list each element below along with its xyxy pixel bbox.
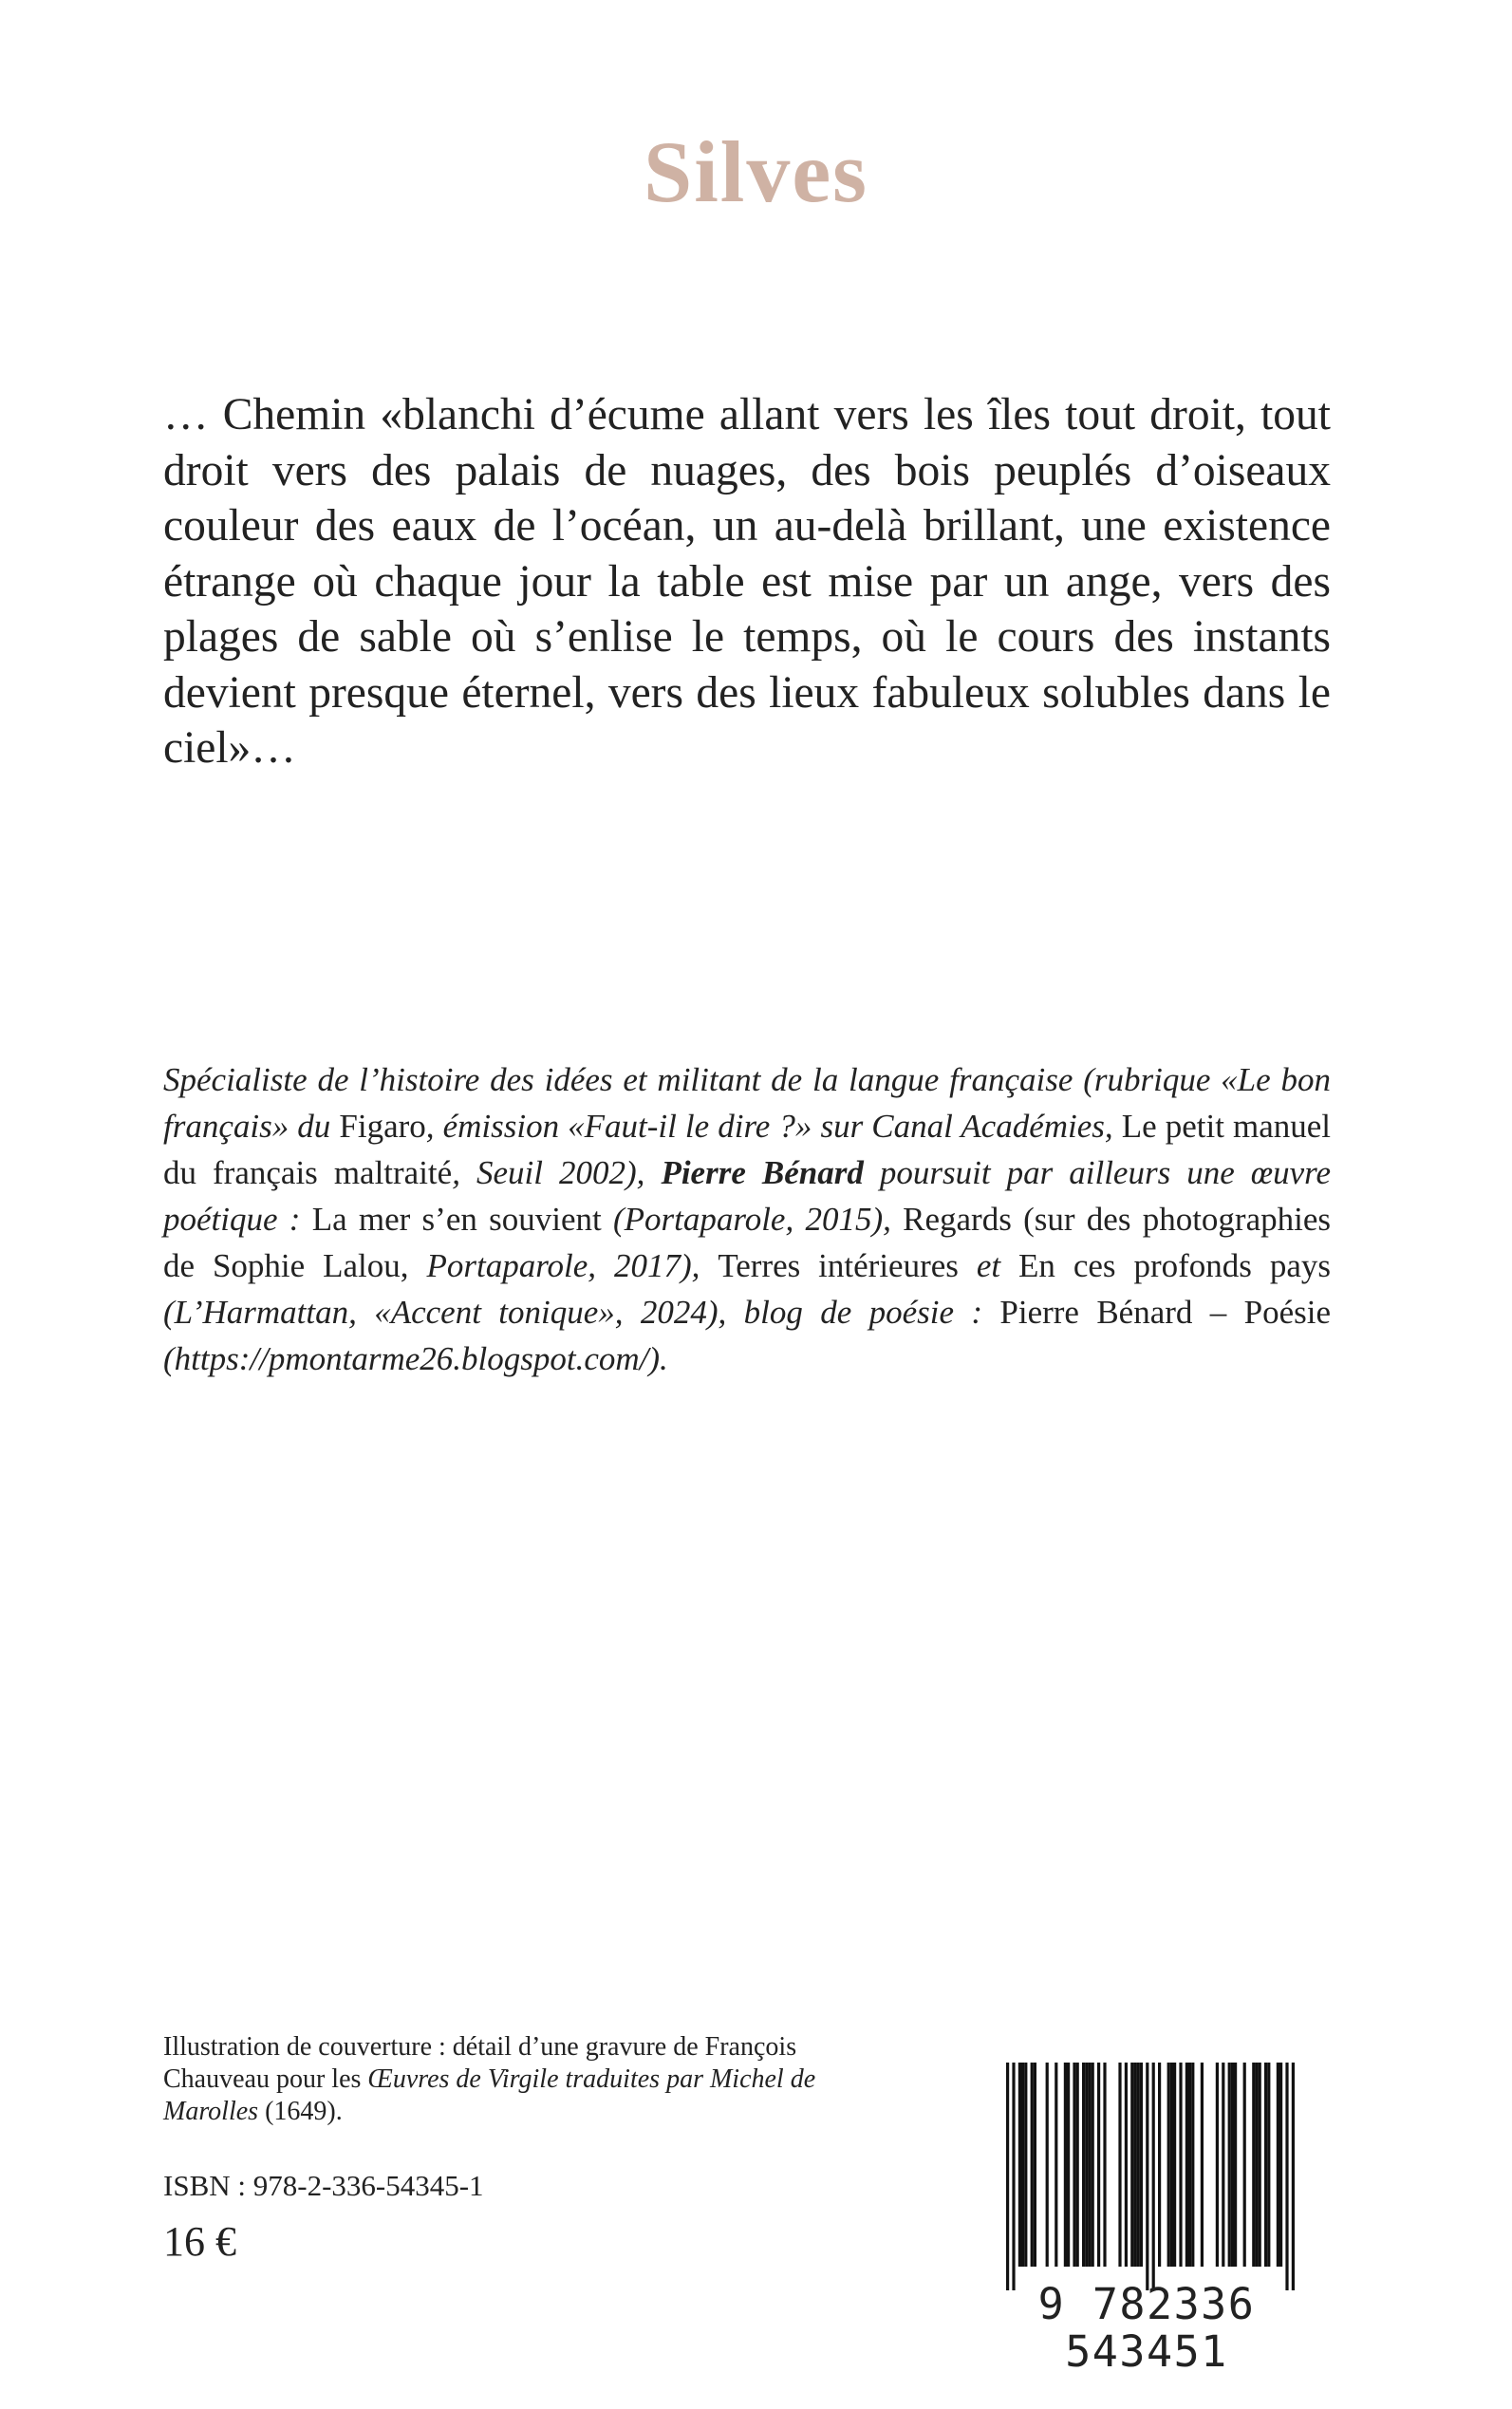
barcode-bar bbox=[1170, 2063, 1173, 2267]
barcode-bar bbox=[1006, 2063, 1009, 2290]
bio-author-name: Pierre Bénard bbox=[661, 1154, 864, 1191]
barcode-bar bbox=[1092, 2063, 1094, 2267]
bio-blog-name: Pierre Bénard – Poésie bbox=[999, 1294, 1331, 1331]
credit-work-title: Œuvres de Virgile traduites par Michel de Marolles bbox=[163, 2064, 816, 2126]
barcode-bar bbox=[1055, 2063, 1057, 2267]
barcode-bar bbox=[1231, 2063, 1234, 2267]
barcode-bar bbox=[1185, 2063, 1188, 2267]
barcode-bar bbox=[1243, 2063, 1246, 2267]
barcode-bar bbox=[1088, 2063, 1091, 2267]
barcode-bar bbox=[1222, 2063, 1224, 2267]
credit-text: (1649). bbox=[258, 2097, 343, 2126]
barcode-digits bbox=[970, 2281, 1323, 2376]
bio-text: , émission «Faut-il le dire ?» sur Canal Académies, bbox=[425, 1108, 1122, 1145]
barcode-bar bbox=[1076, 2063, 1079, 2267]
barcode-bar bbox=[1279, 2063, 1282, 2267]
barcode-bar bbox=[1140, 2063, 1143, 2267]
barcode-bar bbox=[1188, 2063, 1191, 2267]
barcode-bar bbox=[1158, 2063, 1161, 2267]
barcode-first-digit: 9 bbox=[1037, 2279, 1066, 2329]
barcode-bar bbox=[1292, 2063, 1295, 2290]
barcode-bar bbox=[1285, 2063, 1288, 2290]
barcode-bar bbox=[1097, 2063, 1100, 2267]
book-title: Silves bbox=[644, 123, 868, 220]
back-cover-blurb: … Chemin «blanchi d’écume allant vers les îles tout droit, tout droit vers des palais de nuages, des bois peuplés d’oiseaux couleur des eaux de l’océan, un au-delà brillant, une existence étrange où chaque jour la table est mise par un ange, vers des plages de sable où s’enlise le temps, où le cours des instants devient presque éternel, vers des lieux fabuleux solubles dans le ciel»… bbox=[163, 390, 1331, 773]
barcode-bar bbox=[1259, 2063, 1261, 2267]
barcode-bar bbox=[1024, 2063, 1027, 2267]
barcode-bar bbox=[1201, 2063, 1204, 2267]
barcode-left-digits: 782336 bbox=[1092, 2279, 1256, 2329]
bio-book-title: La mer s’en souvient bbox=[311, 1201, 602, 1238]
barcode-bar bbox=[1082, 2063, 1085, 2267]
barcode-bar bbox=[1067, 2063, 1070, 2267]
barcode-bar bbox=[1046, 2063, 1049, 2267]
bio-text: (L’Harmattan, «Accent tonique», 2024), blog de poésie : bbox=[163, 1294, 1000, 1331]
barcode-bar bbox=[1133, 2063, 1136, 2267]
barcode-bar bbox=[1085, 2063, 1088, 2267]
barcode-bar bbox=[1173, 2063, 1176, 2267]
bio-newspaper: Figaro bbox=[339, 1108, 426, 1145]
bio-text: (Portaparole, 2015), bbox=[601, 1201, 904, 1238]
barcode-bar bbox=[1228, 2063, 1231, 2267]
bio-text: poursuit par ailleurs une œuvre poétique : bbox=[163, 1154, 1332, 1238]
bio-text: (https://pmontarme26.blogspot.com/). bbox=[163, 1340, 668, 1377]
barcode-bar bbox=[1146, 2063, 1148, 2290]
barcode-bar bbox=[1255, 2063, 1258, 2267]
barcode-bar bbox=[1179, 2063, 1182, 2267]
barcode-bar bbox=[1216, 2063, 1219, 2267]
barcode-bar bbox=[1277, 2063, 1279, 2267]
price: 16 € bbox=[163, 2218, 236, 2265]
barcode-bar bbox=[1130, 2063, 1133, 2267]
barcode-bar bbox=[1103, 2063, 1106, 2267]
barcode-bar bbox=[1031, 2063, 1034, 2267]
barcode-bar bbox=[1118, 2063, 1121, 2267]
bio-text: , Seuil 2002), bbox=[452, 1154, 662, 1191]
barcode-bar bbox=[1012, 2063, 1015, 2290]
barcode-bars bbox=[970, 2063, 1323, 2290]
barcode-bar bbox=[1137, 2063, 1140, 2267]
barcode-bar bbox=[1167, 2063, 1170, 2267]
bio-text: (sur des photographies de Sophie Lalou, bbox=[163, 1201, 1331, 1284]
barcode-right-digits: 543451 bbox=[1065, 2326, 1228, 2377]
bio-book-title: Terres intérieures bbox=[718, 1247, 959, 1284]
cover-illustration-credit bbox=[163, 2031, 885, 2128]
bio-book-title: Regards bbox=[903, 1201, 1012, 1238]
barcode-bar bbox=[1264, 2063, 1267, 2267]
barcode-bar bbox=[1234, 2063, 1237, 2267]
barcode-bar bbox=[1073, 2063, 1075, 2267]
barcode-bar bbox=[1018, 2063, 1021, 2267]
author-bio bbox=[163, 1056, 1331, 1382]
credit-text: Illustration de couverture : détail d’une gravure de François Chauveau pour les bbox=[163, 2032, 797, 2094]
bio-text: et bbox=[958, 1247, 1019, 1284]
barcode-bar bbox=[1064, 2063, 1067, 2267]
bio-text: Spécialiste de l’histoire des idées et militant de la langue française (rubrique «Le bon français» du bbox=[163, 1061, 1331, 1145]
barcode-bar bbox=[1191, 2063, 1194, 2267]
barcode-bar bbox=[1267, 2063, 1270, 2267]
barcode-bar bbox=[1252, 2063, 1255, 2267]
isbn: ISBN : 978-2-336-54345-1 bbox=[163, 2169, 484, 2202]
bio-book-title: Le petit manuel du français maltraité bbox=[163, 1108, 1332, 1191]
barcode-bar bbox=[1021, 2063, 1024, 2267]
barcode-bar bbox=[1152, 2063, 1155, 2290]
barcode-bar bbox=[1125, 2063, 1128, 2267]
barcode bbox=[970, 2063, 1323, 2377]
bio-book-title: En ces profonds pays bbox=[1018, 1247, 1332, 1284]
bio-text: Portaparole, 2017), bbox=[426, 1247, 719, 1284]
barcode-bar bbox=[1034, 2063, 1036, 2267]
